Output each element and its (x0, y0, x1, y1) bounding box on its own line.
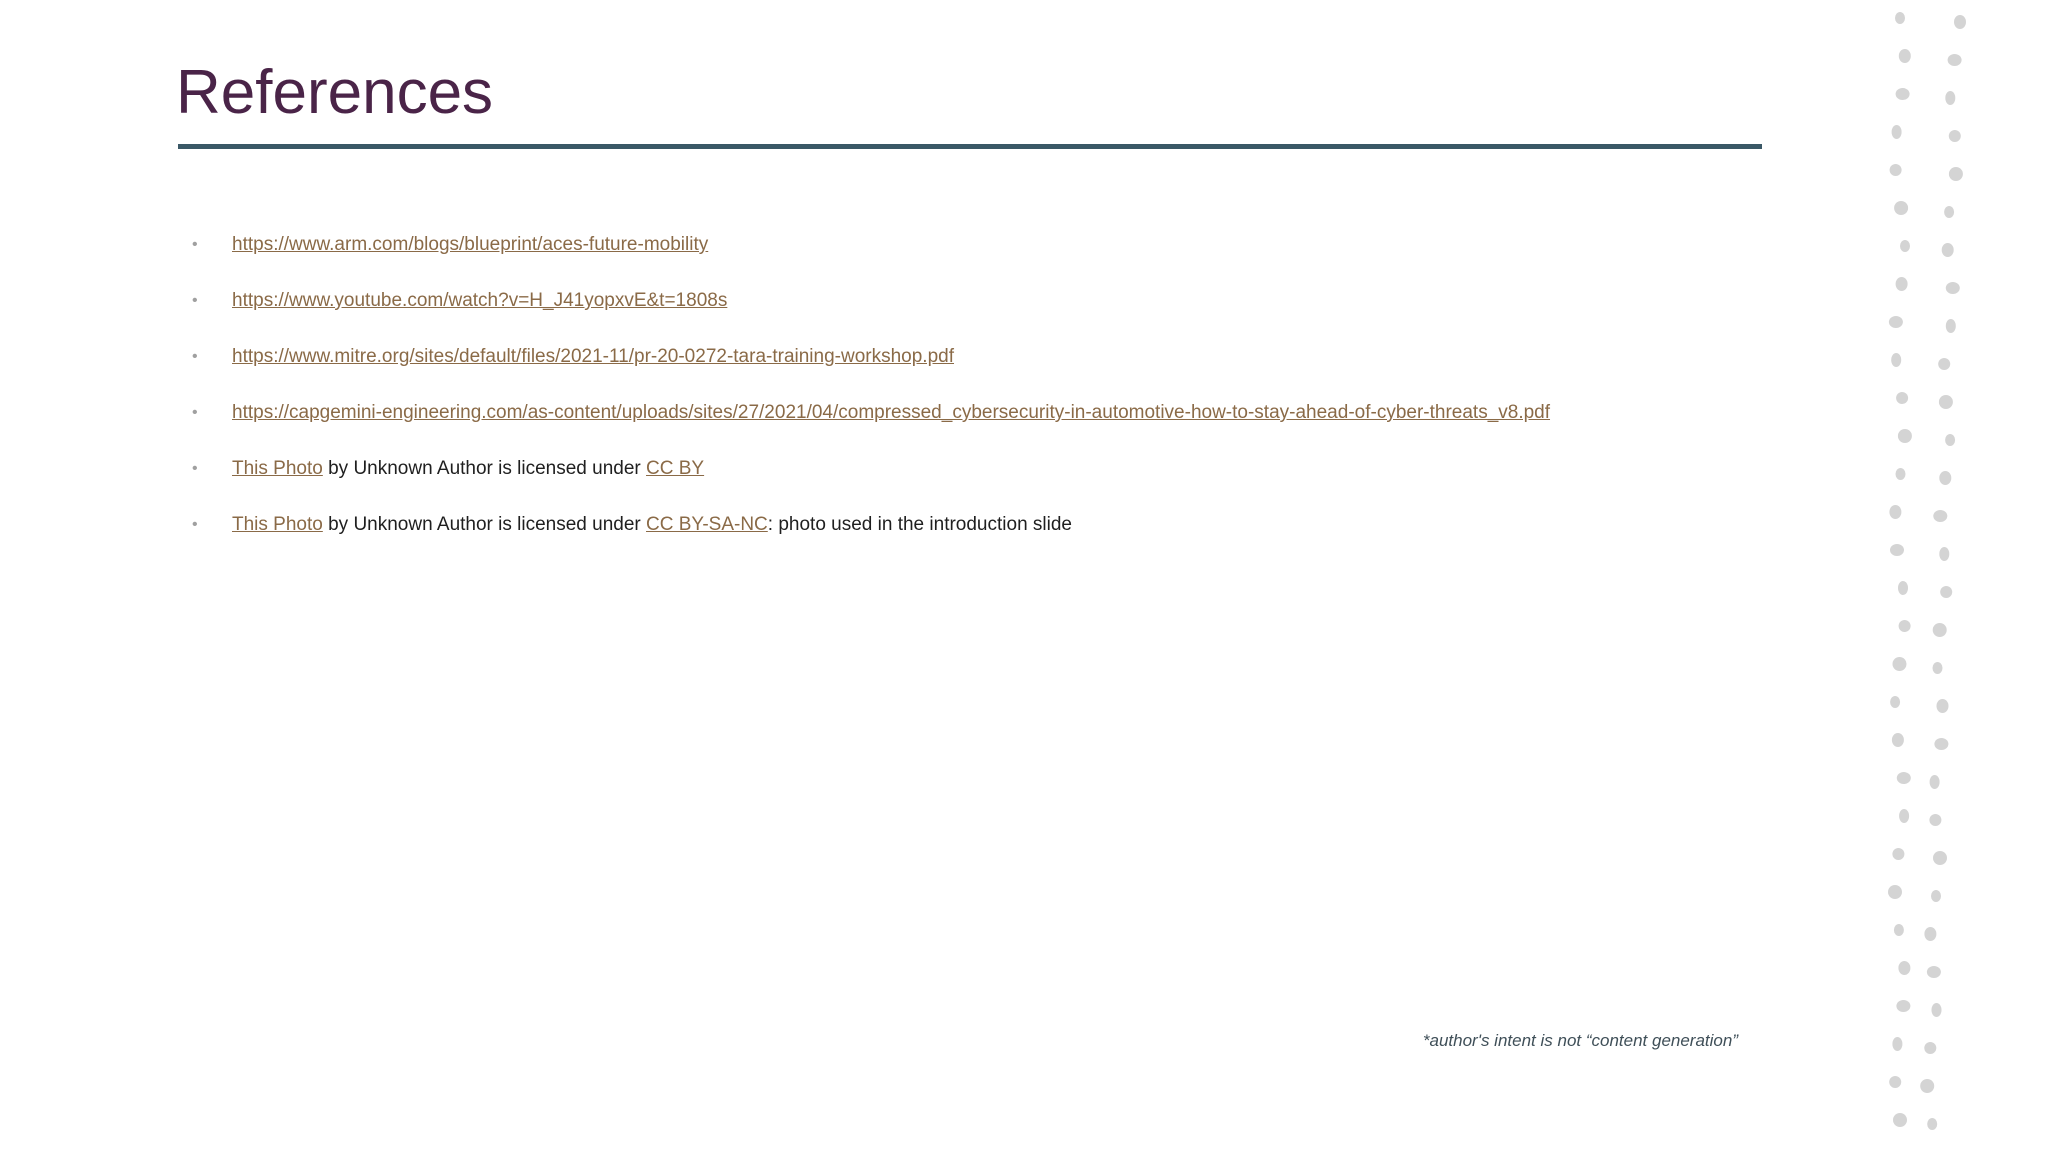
dot-shape (1896, 392, 1908, 404)
attribution-text: by Unknown Author is licensed under (322, 514, 647, 535)
dot-shape (1944, 206, 1954, 218)
dot-shape (1939, 547, 1949, 561)
dot-shape (1920, 1079, 1934, 1093)
bullet-icon: • (192, 292, 198, 309)
dot-shape (1949, 167, 1963, 181)
dot-shape (1945, 434, 1955, 446)
dot-shape (1892, 125, 1902, 139)
dot-shape (1929, 814, 1941, 826)
dot-shape (1932, 1003, 1942, 1017)
dot-shape (1892, 848, 1904, 860)
license-link[interactable]: CC BY (646, 458, 705, 479)
photo-link[interactable]: This Photo (232, 458, 323, 479)
dot-shape (1895, 12, 1905, 24)
dot-shape (1933, 623, 1947, 637)
photo-link[interactable]: This Photo (232, 514, 323, 535)
dot-shape (1931, 890, 1941, 902)
bullet-icon: • (192, 516, 198, 533)
bullet-icon: • (192, 236, 198, 253)
dot-shape (1899, 809, 1909, 823)
list-item (190, 510, 1550, 566)
reference-link[interactable]: https://capgemini-engineering.com/as-content/uploads/sites/27/2021/04/compressed_cybersecurity-in-automotive-how-to-stay-ahead-of-cyber-threats_v8.pdf (232, 402, 1551, 423)
dot-shape (1933, 851, 1947, 865)
attribution-suffix: : photo used in the introduction slide (767, 514, 1072, 535)
reference-link[interactable]: https://www.mitre.org/sites/default/files/2021-11/pr-20-0272-tara-training-workshop.pdf (232, 346, 954, 367)
dot-shape (1898, 961, 1910, 975)
dot-shape (1888, 885, 1902, 899)
bullet-icon: • (192, 348, 198, 365)
attribution-text: by Unknown Author is licensed under (322, 458, 647, 479)
dot-shape (1898, 429, 1912, 443)
bullet-icon: • (192, 404, 198, 421)
dot-shape (1889, 316, 1903, 328)
dot-shape (1924, 1042, 1936, 1054)
page-title: References (176, 58, 494, 127)
list-item (190, 342, 1550, 398)
dot-shape (1894, 924, 1904, 936)
dot-shape (1889, 505, 1901, 519)
dot-shape (1894, 201, 1908, 215)
dot-shape (1927, 1118, 1937, 1130)
dot-shape (1900, 240, 1910, 252)
dot-shape (1946, 282, 1960, 294)
dot-shape (1890, 696, 1900, 708)
list-item (190, 230, 1550, 286)
dot-shape (1934, 738, 1948, 750)
list-item (190, 454, 1550, 510)
dot-shape (1940, 586, 1952, 598)
dot-shape (1939, 471, 1951, 485)
dot-shape (1927, 966, 1941, 978)
dot-shape (1949, 130, 1961, 142)
dot-shape (1896, 468, 1906, 480)
dot-shape (1954, 15, 1966, 29)
dot-shape (1893, 1113, 1907, 1127)
dot-shape (1896, 88, 1910, 100)
dot-shape (1899, 620, 1911, 632)
dot-shape (1937, 699, 1949, 713)
dot-shape (1890, 544, 1904, 556)
dot-shape (1889, 1076, 1901, 1088)
dot-shape (1899, 49, 1911, 63)
list-item (190, 398, 1550, 454)
dot-shape (1896, 277, 1908, 291)
dot-shape (1930, 775, 1940, 789)
footnote: *author's intent is not “content generation” (1422, 1031, 1738, 1050)
dot-shape (1939, 395, 1953, 409)
dot-shape (1924, 927, 1936, 941)
dot-shape (1892, 733, 1904, 747)
dot-shape (1933, 510, 1947, 522)
dot-shape (1946, 319, 1956, 333)
reference-list (190, 230, 1550, 566)
dot-shape (1938, 358, 1950, 370)
dot-shape (1945, 91, 1955, 105)
dot-shape (1892, 1037, 1902, 1051)
dot-shape (1897, 772, 1911, 784)
dot-shape (1890, 164, 1902, 176)
dot-shape (1893, 657, 1907, 671)
dot-shape (1933, 662, 1943, 674)
license-link[interactable]: CC BY-SA-NC (646, 514, 768, 535)
bullet-icon: • (192, 460, 198, 477)
reference-link[interactable]: https://www.arm.com/blogs/blueprint/aces-future-mobility (232, 234, 709, 255)
dot-shape (1896, 1000, 1910, 1012)
list-item (190, 286, 1550, 342)
dot-shape (1948, 54, 1962, 66)
dot-shape (1891, 353, 1901, 367)
dot-shape (1898, 581, 1908, 595)
dot-shape (1942, 243, 1954, 257)
reference-link[interactable]: https://www.youtube.com/watch?v=H_J41yopxvE&t=1808s (232, 290, 728, 311)
title-divider (178, 144, 1762, 149)
decorative-dots (1860, 0, 1980, 1152)
